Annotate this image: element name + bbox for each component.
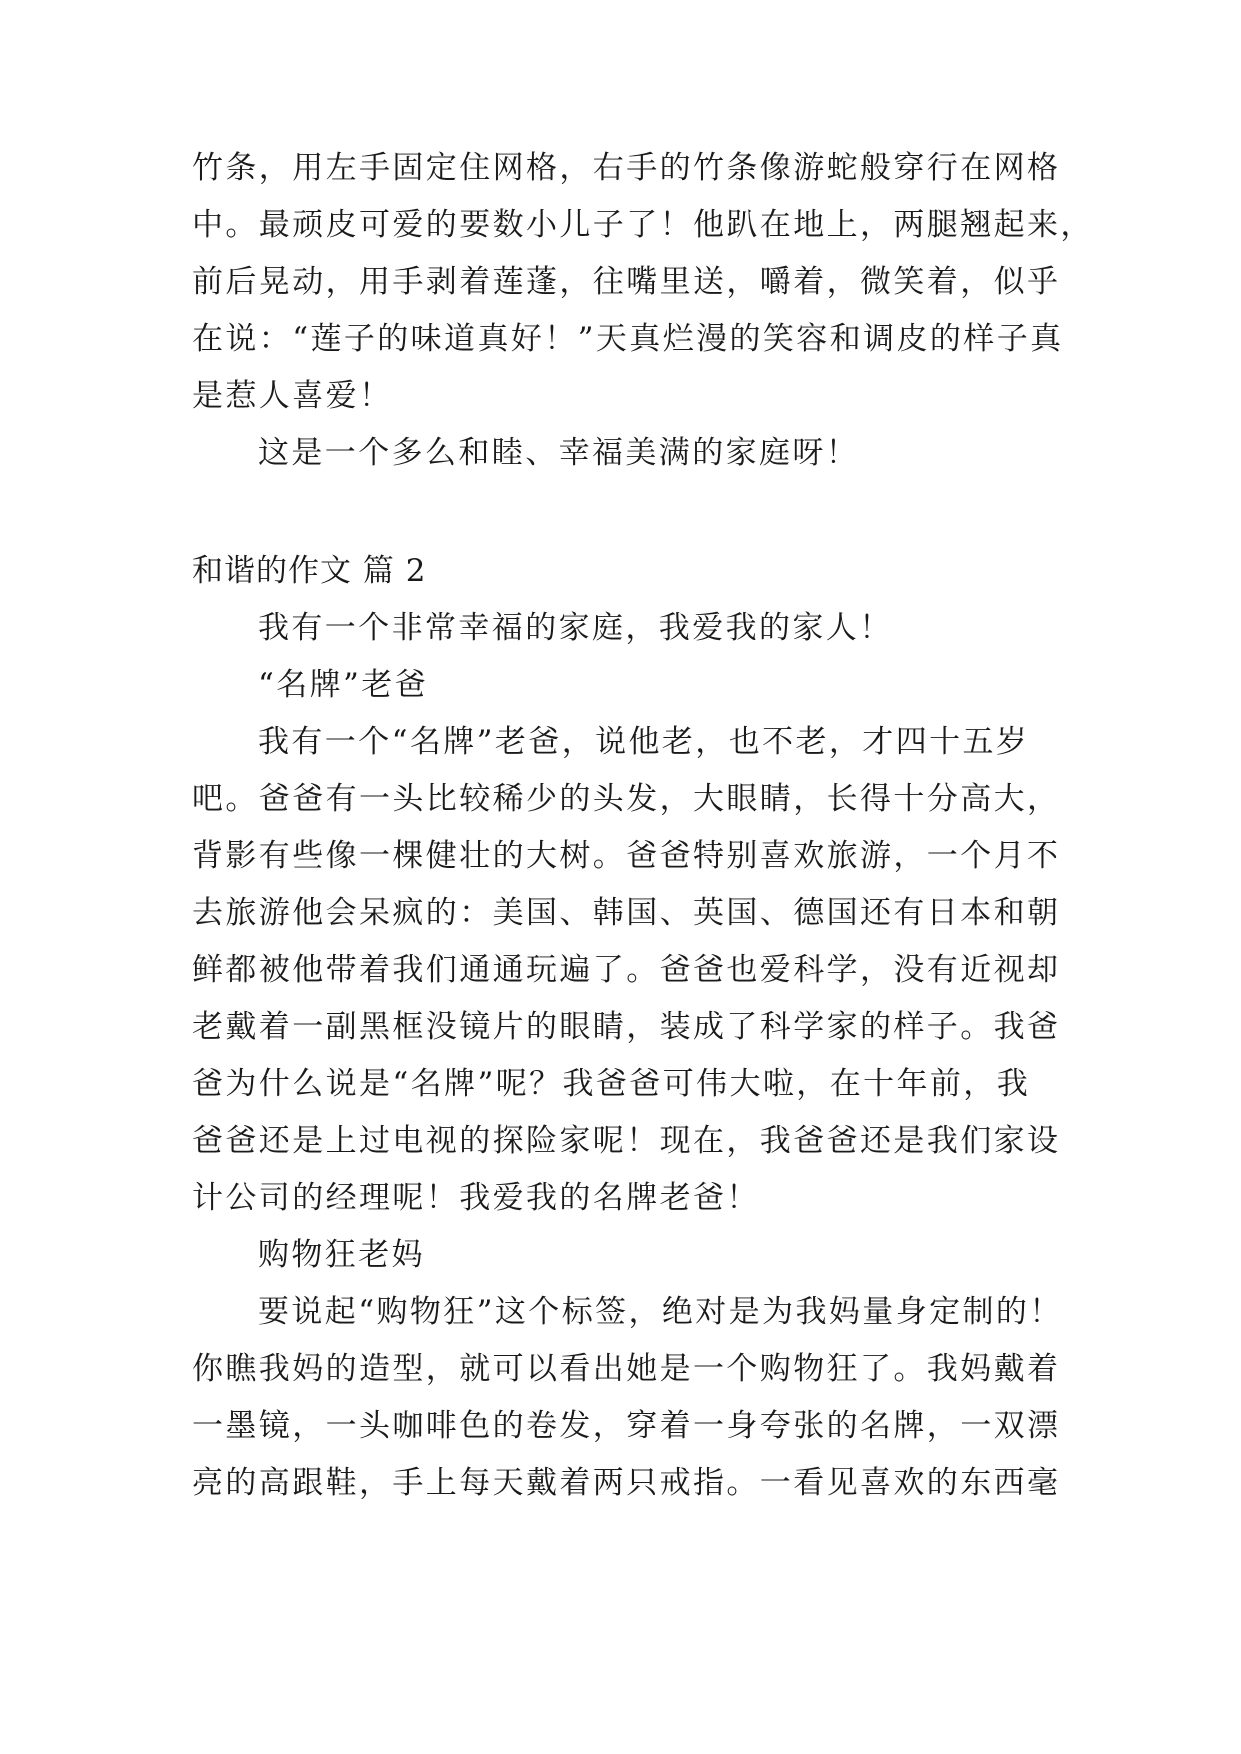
paragraph-line: 爸为什么说是“名牌”呢？我爸爸可伟大啦，在十年前，我 <box>192 1066 1031 1102</box>
paragraph-line: 前后晃动，用手剥着莲蓬，往嘴里送，嚼着，微笑着，似乎 <box>192 264 1061 300</box>
paragraph-line: 你瞧我妈的造型，就可以看出她是一个购物狂了。我妈戴着 <box>192 1351 1061 1387</box>
paragraph-line: 亮的高跟鞋，手上每天戴着两只戒指。一看见喜欢的东西毫 <box>192 1465 1061 1501</box>
paragraph-line: 老戴着一副黑框没镜片的眼睛，装成了科学家的样子。我爸 <box>192 1009 1061 1045</box>
section-heading: 和谐的作文 篇 2 <box>192 553 427 589</box>
paragraph-line: 在说：“莲子的味道真好！”天真烂漫的笑容和调皮的样子真 <box>192 321 1064 357</box>
paragraph-line: 中。最顽皮可爱的要数小儿子了！他趴在地上，两腿翘起来， <box>192 207 1094 243</box>
paragraph-line: 是惹人喜爱！ <box>192 378 393 414</box>
paragraph-line: 爸爸还是上过电视的探险家呢！现在，我爸爸还是我们家设 <box>192 1123 1061 1159</box>
paragraph-line: 吧。爸爸有一头比较稀少的头发，大眼睛，长得十分高大， <box>192 781 1061 817</box>
paragraph-line: 要说起“购物狂”这个标签，绝对是为我妈量身定制的！ <box>258 1294 1063 1330</box>
paragraph-line: 我有一个“名牌”老爸，说他老，也不老，才四十五岁 <box>258 724 1030 760</box>
subheading: “名牌”老爸 <box>258 667 429 703</box>
paragraph-line: 这是一个多么和睦、幸福美满的家庭呀！ <box>258 435 860 471</box>
subheading: 购物狂老妈 <box>258 1237 425 1273</box>
paragraph-line: 一墨镜，一头咖啡色的卷发，穿着一身夸张的名牌，一双漂 <box>192 1408 1061 1444</box>
paragraph-line: 鲜都被他带着我们通通玩遍了。爸爸也爱科学，没有近视却 <box>192 952 1061 988</box>
paragraph-line: 竹条，用左手固定住网格，右手的竹条像游蛇般穿行在网格 <box>192 150 1061 186</box>
paragraph-line: 我有一个非常幸福的家庭，我爱我的家人！ <box>258 610 893 646</box>
paragraph-line: 计公司的经理呢！我爱我的名牌老爸！ <box>192 1180 760 1216</box>
paragraph-line: 背影有些像一棵健壮的大树。爸爸特别喜欢旅游，一个月不 <box>192 838 1061 874</box>
paragraph-line: 去旅游他会呆疯的：美国、韩国、英国、德国还有日本和朝 <box>192 895 1061 931</box>
